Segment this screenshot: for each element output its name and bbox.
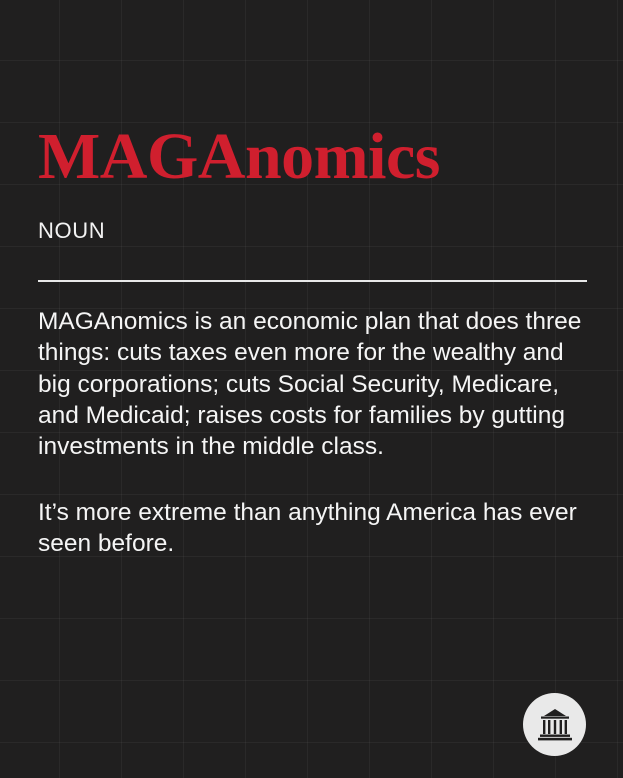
horizontal-divider — [38, 280, 587, 282]
definition-paragraph-2: It’s more extreme than anything America has ever seen before. — [38, 498, 577, 558]
definition-text — [38, 306, 587, 560]
card-content — [38, 0, 587, 560]
part-of-speech-label: NOUN — [38, 218, 106, 243]
white-house-seal-icon — [523, 693, 586, 756]
page-title: MAGAnomics — [38, 120, 440, 193]
definition-paragraph-1: MAGAnomics is an economic plan that does three things: cuts taxes even more for the wealthy and big corporations; cuts Social Security, Medicare, and Medicaid; raises costs for families by gutting investments in the middle class. — [38, 308, 582, 461]
